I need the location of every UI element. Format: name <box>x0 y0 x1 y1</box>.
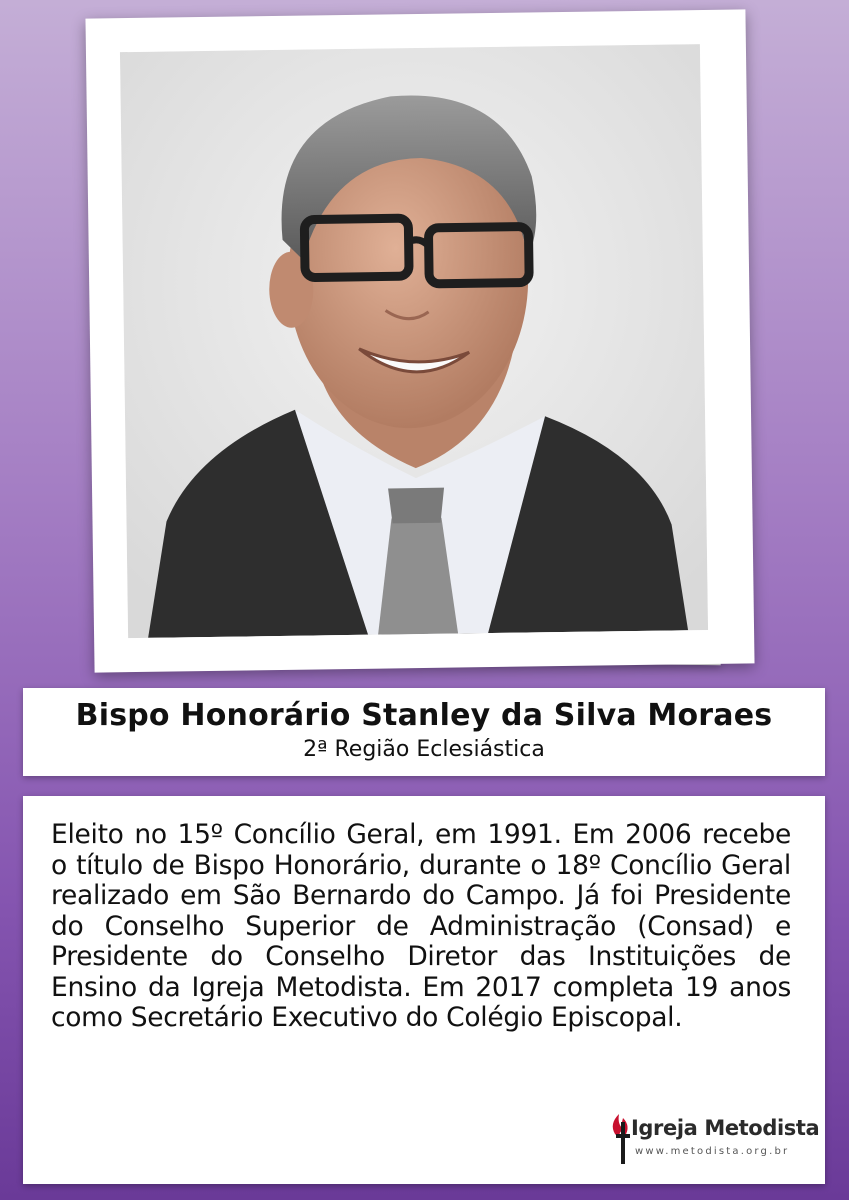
region-label: 2ª Região Eclesiástica <box>303 737 545 762</box>
photo-frame <box>85 9 754 672</box>
logo-url: www.metodista.org.br <box>635 1146 790 1157</box>
portrait-photo <box>120 44 708 638</box>
person-name: Bispo Honorário Stanley da Silva Moraes <box>75 698 773 733</box>
logo-name: Igreja Metodista <box>631 1116 820 1140</box>
portrait-illustration <box>120 44 708 638</box>
name-card <box>23 688 825 776</box>
bio-card <box>23 796 825 1184</box>
bio-text: Eleito no 15º Concílio Geral, em 1991. Em 2006 recebe o título de Bispo Honorário, durante o 18º Concílio Geral realizado em São Bernardo do Campo. Já foi Presidente do Conselho Superior de Administração (Consad) e Presidente do Conselho Diretor das Instituições de Ensino da Igreja Metodista. Em 2017 completa 19 anos como Secretário Executivo do Colégio Episcopal. <box>51 819 791 1033</box>
igreja-metodista-logo <box>607 1108 820 1172</box>
